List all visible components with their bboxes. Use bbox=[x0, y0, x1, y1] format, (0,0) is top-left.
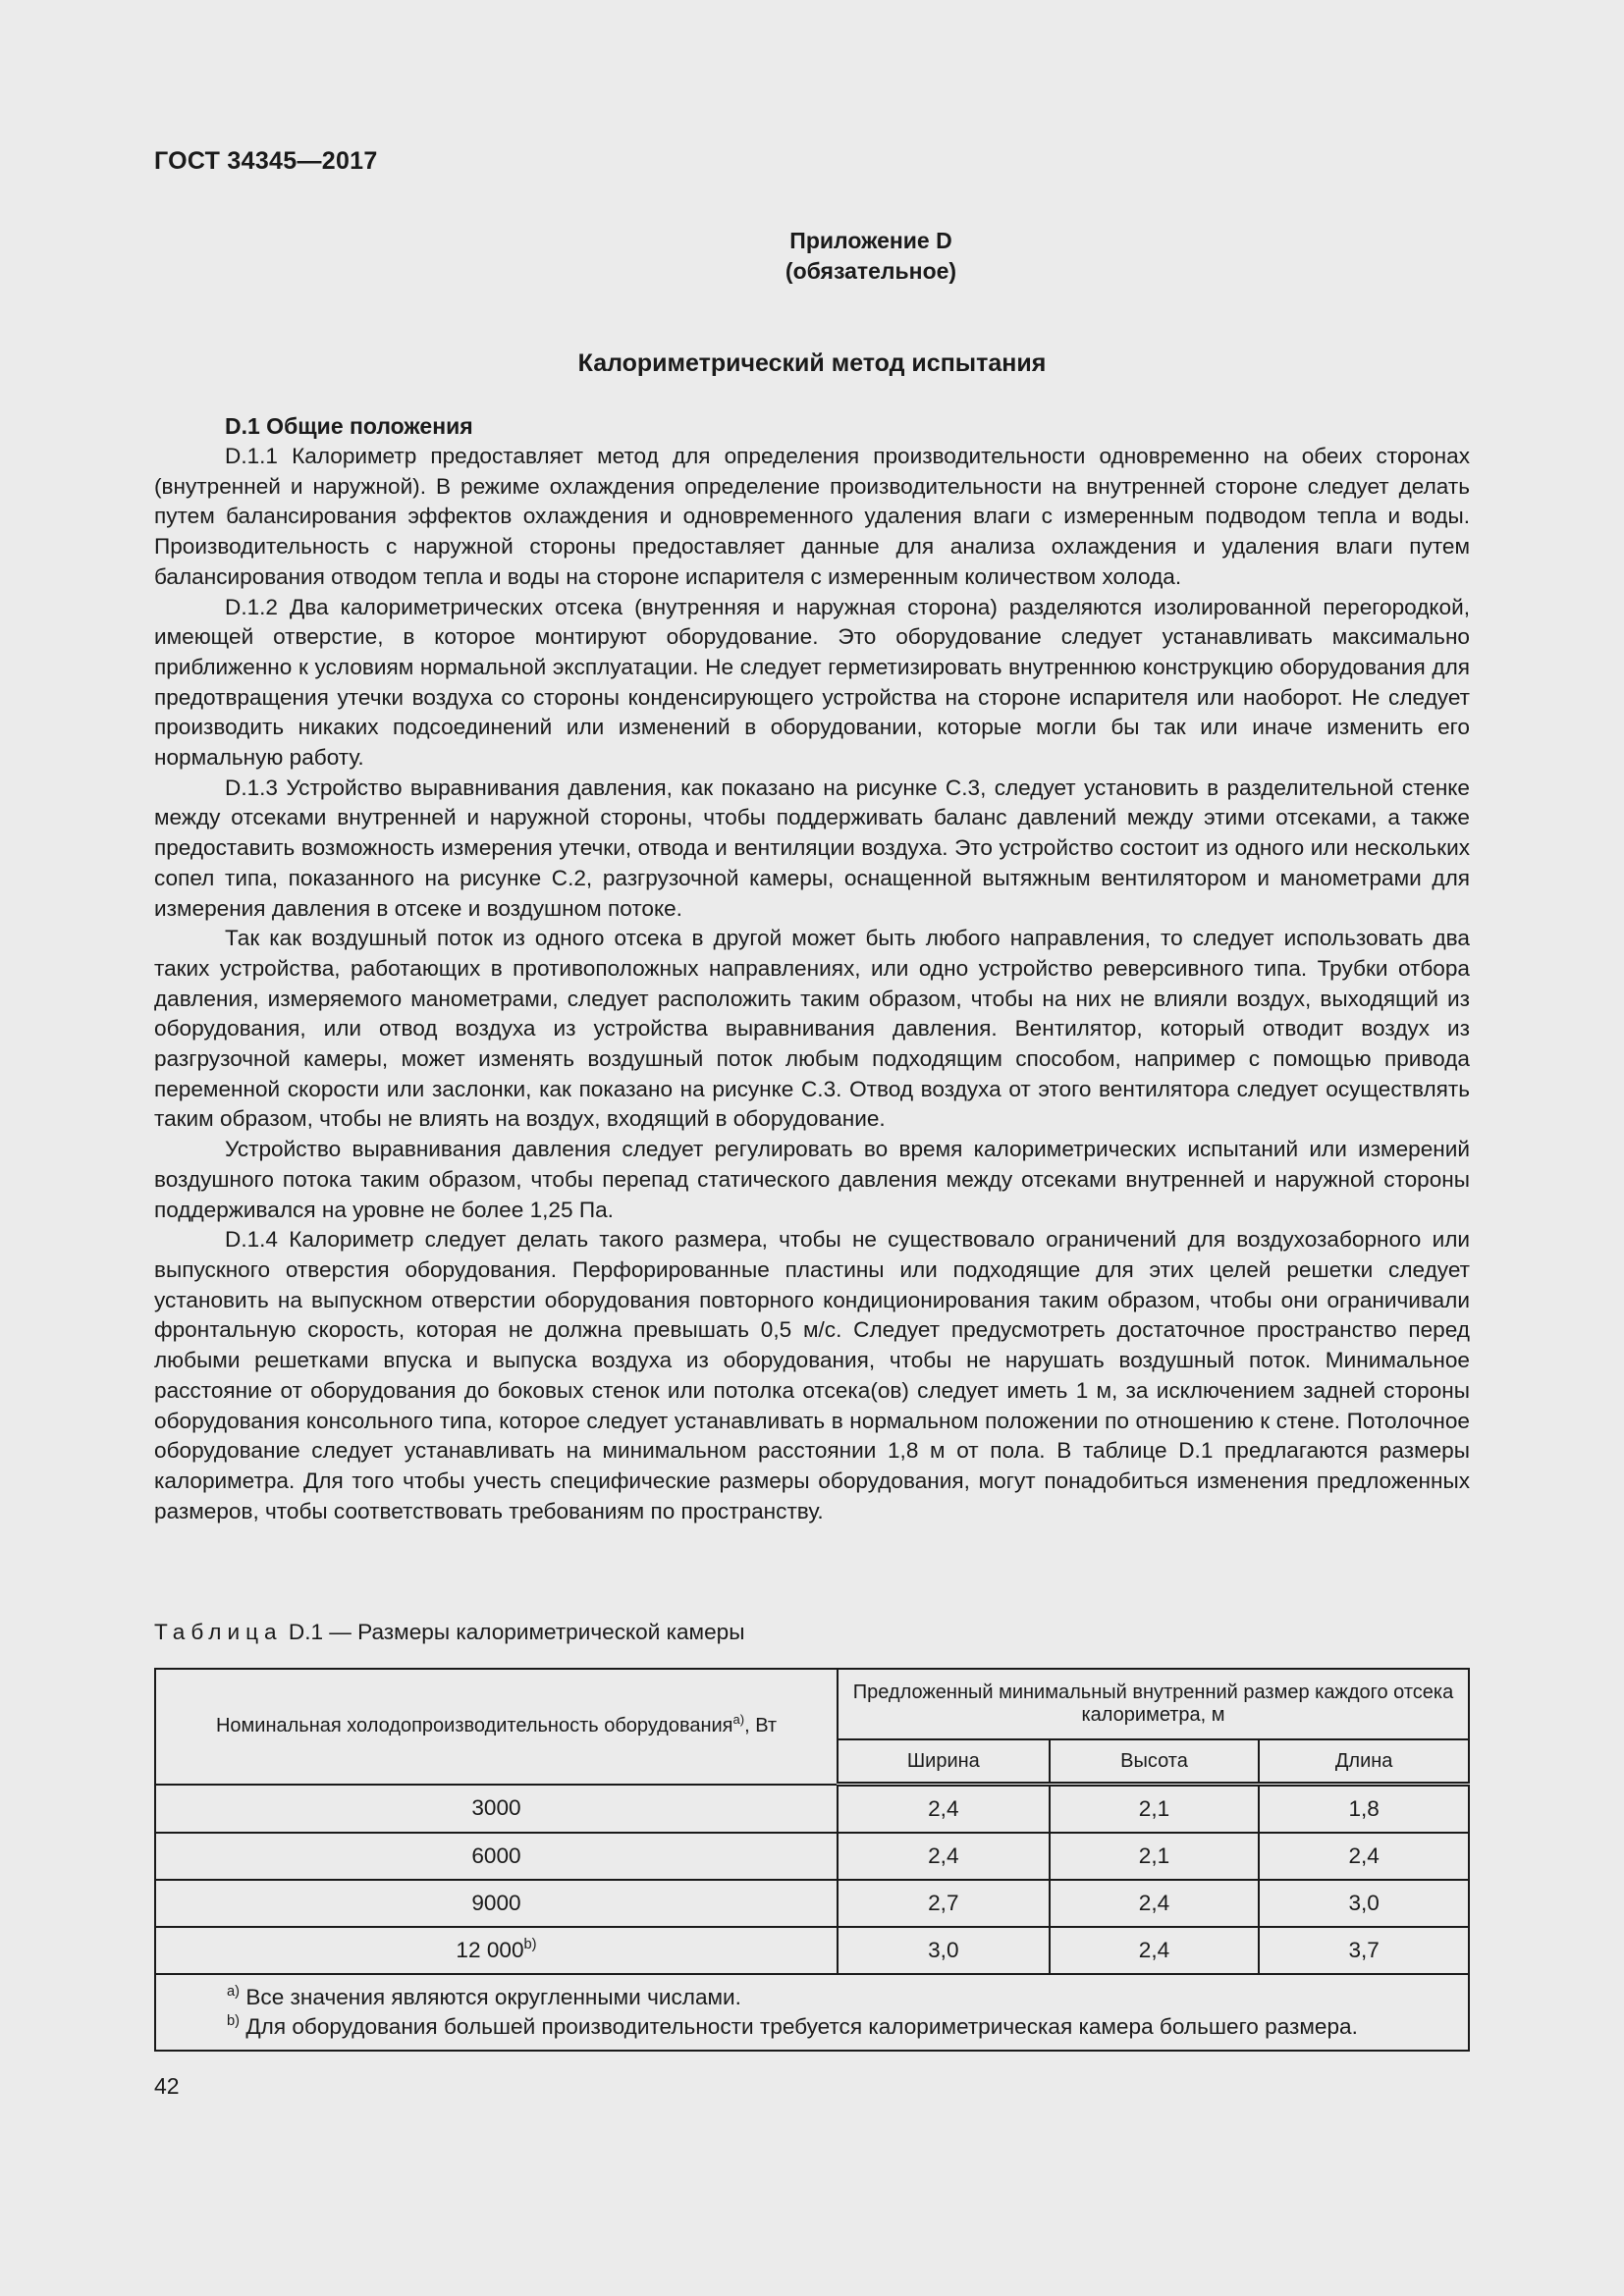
length-cell: 2,4 bbox=[1259, 1833, 1469, 1880]
appendix-status: (обязательное) bbox=[785, 258, 957, 284]
table-caption-text: D.1 — Размеры калориметрической камеры bbox=[282, 1620, 745, 1644]
table-notes bbox=[155, 1974, 1469, 2051]
note-marker: а) bbox=[227, 1984, 241, 2001]
width-cell: 2,4 bbox=[838, 1785, 1050, 1834]
capacity-header-footnote-ref: а) bbox=[732, 1712, 745, 1728]
document-standard-header: ГОСТ 34345—2017 bbox=[154, 147, 378, 175]
capacity-value: 12 000 bbox=[456, 1938, 524, 1962]
table-note bbox=[227, 2012, 1468, 2042]
dimensions-group-header: Предложенный минимальный внутренний размер каждого отсека калориметра, м bbox=[838, 1669, 1469, 1739]
appendix-heading bbox=[0, 226, 1624, 287]
note-text: Для оборудования большей производительности требуется калориметрическая камера большего размера. bbox=[240, 2014, 1358, 2039]
appendix-title bbox=[0, 349, 1624, 378]
capacity-footnote-ref: b) bbox=[523, 1937, 537, 1953]
height-cell: 2,4 bbox=[1050, 1880, 1260, 1927]
length-cell: 1,8 bbox=[1259, 1785, 1469, 1834]
table-caption bbox=[154, 1620, 744, 1645]
capacity-cell bbox=[155, 1880, 838, 1927]
capacity-column-header bbox=[155, 1669, 838, 1785]
appendix-title-text: Калориметрический метод испытания bbox=[577, 349, 1047, 377]
paragraph: D.1.2 Два калориметрических отсека (внутренняя и наружная сторона) разделяются изолированной перегородкой, имеющей отверстие, в которое монтируют оборудование. Это оборудование следует устанавливать максимально приближенно к условиям нормальной эксплуатации. Не следует герметизировать внутреннюю конструкцию оборудования для предотвращения утечки воздуха со стороны конденсирующего устройства на стороне испарителя или наоборот. Не следует производить никаких подсоединений или изменений в оборудовании, которые могли бы так или иначе изменить его нормальную работу. bbox=[154, 594, 1470, 771]
capacity-cell bbox=[155, 1785, 838, 1834]
paragraph: Так как воздушный поток из одного отсека в другой может быть любого направления, то следует использовать два таких устройства, работающих в противоположных направлениях, или одно устройство реверсивного типа. Трубки отбора давления, измеряемого манометрами, следует расположить таким образом, чтобы на них не влияли воздух, выходящий из оборудования, или отвод воздуха из устройства выравнивания давления. Вентилятор, который отводит воздух из разгрузочной камеры, может изменять воздушный поток любым подходящим способом, например с помощью привода переменной скорости или заслонки, как показано на рисунке С.3. Отвод воздуха от этого вентилятора следует осуществлять таким образом, чтобы не влиять на воздух, входящий в оборудование. bbox=[154, 926, 1470, 1132]
length-cell: 3,7 bbox=[1259, 1927, 1469, 1974]
width-cell: 2,4 bbox=[838, 1833, 1050, 1880]
table-note bbox=[227, 1983, 1468, 2012]
capacity-value: 9000 bbox=[471, 1891, 521, 1915]
page-number: 42 bbox=[154, 2073, 180, 2099]
paragraph: D.1.3 Устройство выравнивания давления, как показано на рисунке С.3, следует установить в разделительной стенке между отсеками внутренней и наружной стороны, чтобы поддерживать баланс давлений между этими отсеками, а также предоставить возможность измерения утечки, отвода и вентиляции воздуха. Это устройство состоит из одного или нескольких сопел типа, показанного на рисунке С.2, разгрузочной камеры, оснащенной вытяжным вентилятором и манометрами для измерения давления в отсеке и воздушном потоке. bbox=[154, 774, 1470, 921]
length-column-header: Длина bbox=[1259, 1739, 1469, 1785]
table-row bbox=[155, 1880, 1469, 1927]
width-cell: 3,0 bbox=[838, 1927, 1050, 1974]
height-column-header: Высота bbox=[1050, 1739, 1260, 1785]
note-text: Все значения являются округленными числами. bbox=[240, 1985, 741, 2009]
height-cell: 2,1 bbox=[1050, 1833, 1260, 1880]
capacity-cell bbox=[155, 1927, 838, 1974]
height-cell: 2,1 bbox=[1050, 1785, 1260, 1834]
capacity-header-text: Номинальная холодопроизводительность оборудования bbox=[215, 1715, 733, 1737]
paragraph: Устройство выравнивания давления следует регулировать во время калориметрических испытаний или измерений воздушного потока таким образом, чтобы перепад статического давления между отсеками внутренней и наружной стороны поддерживался на уровне не более 1,25 Па. bbox=[154, 1137, 1470, 1222]
paragraph: D.1.1 Калориметр предоставляет метод для определения производительности одновременно на обеих сторонах (внутренней и наружной). В режиме охлаждения определение производительности на внутренней стороне следует делать путем балансирования эффектов охлаждения и одновременного удаления влаги с измеренным подводом тепла и воды. Производительность с наружной стороны предоставляет данные для анализа охлаждения и удаления влаги путем балансирования отводом тепла и воды на стороне испарителя с измеренным количеством холода. bbox=[154, 444, 1470, 589]
section-heading: D.1 Общие положения bbox=[225, 413, 473, 439]
width-cell: 2,7 bbox=[838, 1880, 1050, 1927]
height-cell: 2,4 bbox=[1050, 1927, 1260, 1974]
dimensions-table bbox=[154, 1668, 1470, 2052]
width-column-header: Ширина bbox=[838, 1739, 1050, 1785]
paragraph: D.1.4 Калориметр следует делать такого размера, чтобы не существовало ограничений для воздухозаборного или выпускного отверстия оборудования. Перфорированные пластины или подходящие для этих целей решетки следует установить на выпускном отверстии оборудования повторного кондиционирования таким образом, чтобы они ограничивали фронтальную скорость, которая не должна превышать 0,5 м/с. Следует предусмотреть достаточное пространство перед любыми решетками впуска и выпуска воздуха из оборудования, чтобы не нарушать воздушный поток. Минимальное расстояние от оборудования до боковых стенок или потолка отсека(ов) следует иметь 1 м, за исключением задней стороны оборудования консольного типа, которое следует устанавливать в нормальном положении по отношению к стене. Потолочное оборудование следует устанавливать на минимальном расстоянии 1,8 м от пола. В таблице D.1 предлагаются размеры калориметра. Для того чтобы учесть специфические размеры оборудования, могут понадобиться изменения предложенных размеров, чтобы соответствовать требованиям по пространству. bbox=[154, 1227, 1470, 1523]
capacity-cell bbox=[155, 1833, 838, 1880]
table-row bbox=[155, 1927, 1469, 1974]
capacity-header-unit: , Вт bbox=[744, 1715, 778, 1737]
capacity-value: 6000 bbox=[471, 1843, 521, 1868]
length-cell: 3,0 bbox=[1259, 1880, 1469, 1927]
table-row bbox=[155, 1833, 1469, 1880]
table-notes-row bbox=[155, 1974, 1469, 2051]
appendix-label: Приложение D bbox=[789, 228, 952, 253]
table-caption-prefix: Таблица bbox=[154, 1620, 283, 1644]
table-row bbox=[155, 1785, 1469, 1834]
capacity-value: 3000 bbox=[471, 1795, 521, 1821]
section-body bbox=[154, 410, 1470, 1526]
note-marker: b) bbox=[227, 2013, 241, 2030]
